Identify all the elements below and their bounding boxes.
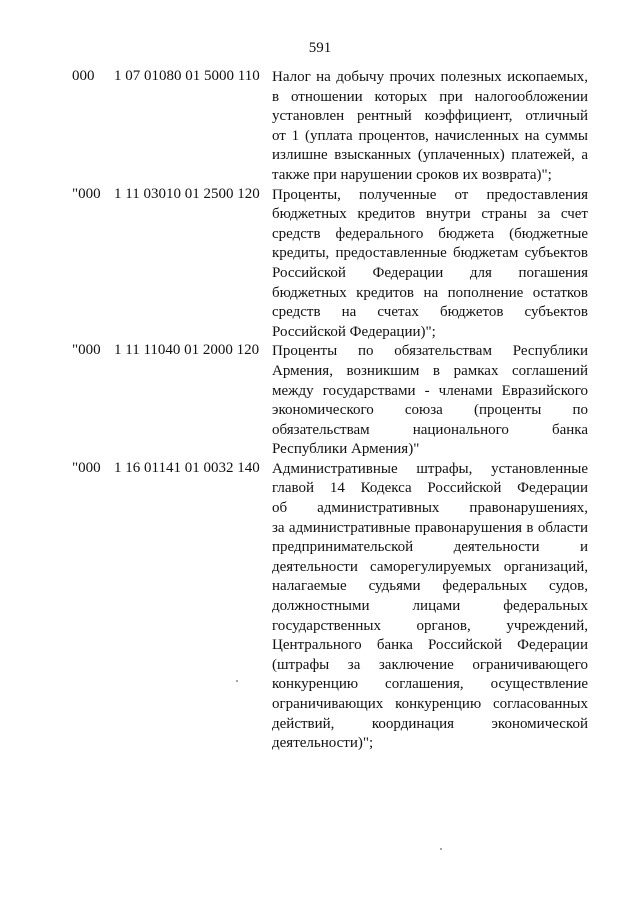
admin-code: "000 [72,185,101,202]
kbk-code: 1 11 11040 01 2000 120 [114,342,260,359]
admin-code: "000 [72,342,101,359]
description-line: средств федерального бюджета (бюджетные [272,225,588,242]
code-entry [72,68,592,186]
scan-speck [440,848,442,850]
description-line: между государствами - членами Евразийского [272,382,588,399]
description-line: конкуренцию соглашения, осуществление [272,676,588,693]
description-line: налагаемые судьями федеральных судов, [272,578,588,595]
kbk-code: 1 16 01141 01 0032 140 [114,459,260,476]
description-line: в отношении которых при налогообложении [272,88,588,105]
entry-description [272,342,588,460]
description-line: (штрафы за заключение ограничивающего [272,656,588,673]
entry-description [272,460,588,754]
description-line: главой 14 Кодекса Российской Федерации [272,480,588,497]
description-line: Налог на добычу прочих полезных ископаемых, [272,69,588,85]
page-number: 591 [308,40,332,56]
code-table [72,68,592,754]
code-entry [72,186,592,343]
description-line: установлен рентный коэффициент, отличный [272,108,588,125]
description-line: кредиты, предоставленные бюджетам субъектов [272,245,588,262]
description-line: деятельности)"; [272,735,374,752]
description-line: должностными лицами федеральных [272,598,588,615]
description-line: экономического союза (проценты по [272,402,588,419]
description-line: предпринимательской деятельности и [272,539,588,556]
description-line: обязательствам национального банка [272,421,588,438]
description-line: излишне взысканных (уплаченных) платежей, а [272,147,588,164]
description-line: Российской Федерации для погашения [272,264,588,281]
scan-speck [236,680,238,682]
description-line: Административные штрафы, установленные [272,460,588,477]
description-line: об административных правонарушениях, [272,500,588,517]
description-line: от 1 (уплата процентов, начисленных на суммы [272,127,588,144]
description-line: средств на счетах бюджетов субъектов [272,304,588,321]
description-line: за административные правонарушения в области [272,519,588,536]
description-line: Проценты по обязательствам Республики [272,343,588,360]
description-line: деятельности саморегулируемых организаций, [272,558,588,575]
description-line: также при нарушении сроков их возврата)"; [272,166,552,183]
description-line: бюджетных кредитов внутри страны за счет [272,206,588,223]
code-entry [72,342,592,460]
kbk-code: 1 11 03010 01 2500 120 [114,185,260,202]
description-line: Проценты, полученные от предоставления [272,186,588,203]
description-line: Центрального банка Российской Федерации [272,637,588,654]
admin-code: 000 [72,68,95,84]
kbk-code: 1 07 01080 01 5000 110 [114,68,260,84]
description-line: действий, координация экономической [272,715,588,732]
description-line: бюджетных кредитов на пополнение остатков [272,284,588,301]
description-line: Армения, возникшим в рамках соглашений [272,362,588,379]
code-entry [72,460,592,754]
entry-description [272,68,588,186]
description-line: государственных органов, учреждений, [272,617,588,634]
description-line: ограничивающих конкуренцию согласованных [272,696,588,712]
description-line: Российской Федерации)"; [272,323,436,340]
entry-description [272,186,588,343]
admin-code: "000 [72,459,101,476]
description-line: Республики Армения)" [272,441,420,458]
